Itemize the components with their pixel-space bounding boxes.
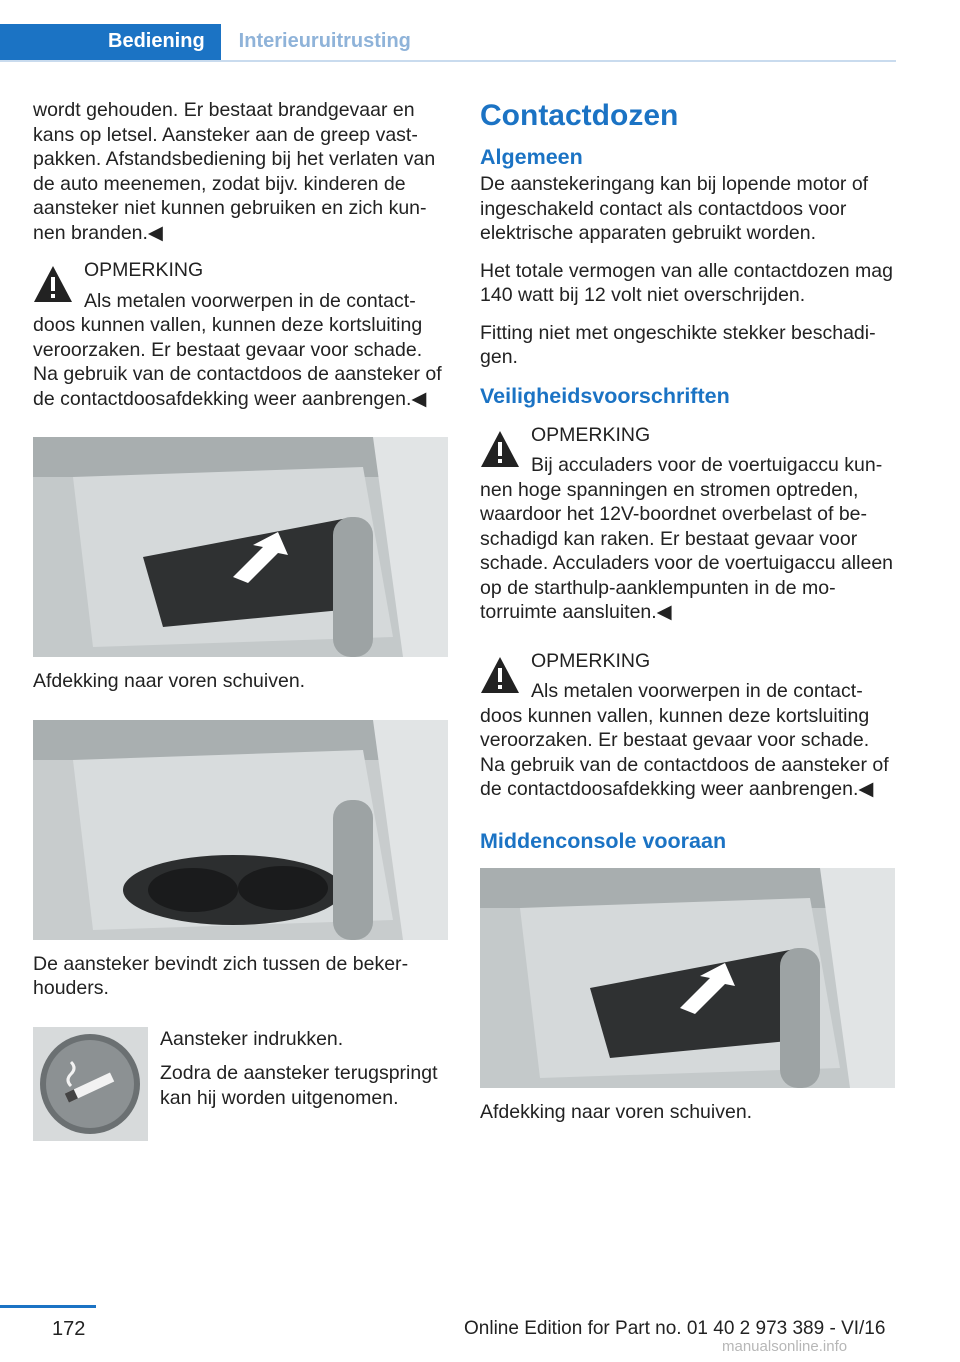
left-column <box>33 98 448 1141</box>
subheading-safety: Veiligheidsvoorschriften <box>480 383 730 408</box>
console-cover-photo-2 <box>480 868 895 1088</box>
warning-text-2: Als metalen voorwerpen in de contactdoos kunnen vallen, kunnen deze kortsluiting veroorzaken. Er bestaat gevaar voor schade. Na gebruik van de contactdoos de aansteker of de contactdoosafdekking weer aanbrengen.◀ <box>480 680 889 800</box>
intro-paragraph: wordt gehouden. Er bestaat brandgevaar en kans op letsel. Aansteker aan de greep vastpakken. Afstandsbediening bij het verlaten van de auto meenemen, zodat bijv. kinderen de aansteker niet kunnen gebruiken en zich kunnen branden.◀ <box>33 99 436 244</box>
cupholder-photo <box>33 720 448 940</box>
console-cover-photo <box>33 437 448 657</box>
warning-triangle-icon <box>480 429 520 469</box>
warning-block-1 <box>480 423 895 625</box>
cigarette-lighter-icon <box>33 1027 148 1141</box>
photo-caption-3: Afdekking naar voren schuiven. <box>480 1100 753 1123</box>
lighter-step-2: Zodra de aansteker terugspringt kan hij worden uitgenomen. <box>160 1062 438 1109</box>
page-number: 172 <box>52 1318 86 1340</box>
lighter-step-1: Aansteker indrukken. <box>160 1027 344 1050</box>
warning-label: OPMERKING <box>84 259 204 281</box>
subheading-general: Algemeen <box>480 145 583 169</box>
warning-triangle-icon <box>480 655 520 695</box>
lighter-section <box>33 1027 448 1141</box>
subheading-console: Middenconsole vooraan <box>480 828 727 853</box>
tab-bediening[interactable]: Bediening <box>0 24 221 61</box>
warning-text: Als metalen voorwerpen in de contactdoos kunnen vallen, kunnen deze kortsluiting veroorzaken. Er bestaat gevaar voor schade. Na gebruik van de contactdoos de aansteker of de contactdoosafdekking weer aanbrengen.◀ <box>33 289 442 410</box>
warning-text-1: Bij acculaders voor de voertuigaccu kunnen hoge spanningen en stromen optreden, waardoor het 12V-boordnet overbelast of beschadigd kan raken. Er bestaat gevaar voor schade. Acculaders voor de voertuigaccu alleen op de starthulp-aanklempunten in de motorruimte aansluiten.◀ <box>480 454 894 623</box>
photo-caption-2: De aansteker bevindt zich tussen de bekerhouders. <box>33 952 409 999</box>
photo-caption-1: Afdekking naar voren schuiven. <box>33 670 306 692</box>
section-title: Contactdozen <box>480 99 679 132</box>
general-paragraph-1: De aanstekeringang kan bij lopende motor of ingeschakeld contact als contactdoos voor elektrische apparaten gebruikt worden. <box>480 173 869 244</box>
general-paragraph-2: Het totale vermogen van alle contactdozen mag 140 watt bij 12 volt niet overschrijden. <box>480 259 893 306</box>
watermark: manualsonline.info <box>722 1338 848 1355</box>
tab-interieuruitrusting[interactable]: Interieuruitrusting <box>238 30 411 52</box>
warning-label-1: OPMERKING <box>531 423 651 446</box>
warning-block <box>33 258 448 411</box>
online-edition-text: Online Edition for Part no. 01 40 2 973 389 - VI/16 <box>464 1318 886 1339</box>
general-paragraph-3: Fitting niet met ongeschikte stekker beschadigen. <box>480 321 876 368</box>
right-column <box>480 98 895 1150</box>
warning-label-2: OPMERKING <box>531 649 651 672</box>
footer-rule <box>0 1305 96 1308</box>
warning-triangle-icon <box>33 264 73 304</box>
header-tabs <box>0 24 427 61</box>
warning-block-2 <box>480 649 895 802</box>
header-divider <box>0 60 896 62</box>
